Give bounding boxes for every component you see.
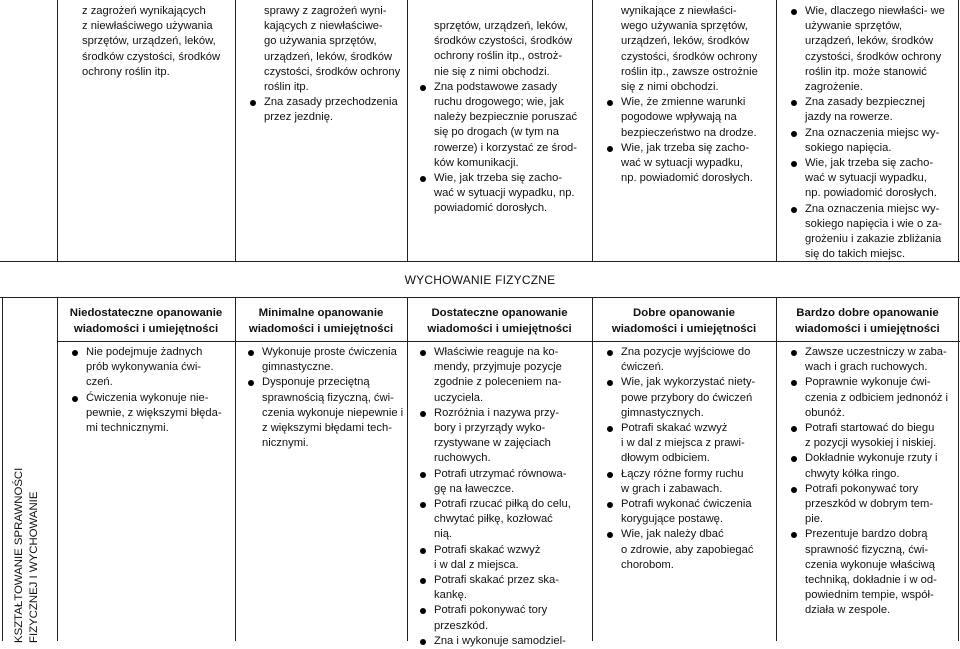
bullet-continuation: grożeniu i zakazie zbliżania	[805, 233, 942, 246]
bullet-continuation: pewnie, z większymi błęda-	[86, 406, 222, 419]
bullet-item: Zna i wykonuje samodziel-	[418, 634, 591, 649]
divider	[2, 297, 3, 641]
bullet-item: Zawsze uczestniczy w zaba-	[789, 345, 959, 360]
bullet-continuation: rowerze) i korzystać ze środ-	[434, 141, 577, 154]
bullet-continuation: wego używania sprzętów,	[621, 20, 748, 33]
bullet-continuation: się do takich miejsc.	[805, 248, 906, 261]
bullet-continuation: ruchowych.	[434, 452, 491, 465]
bullet-continuation: czystości, środków ochrony	[805, 50, 942, 63]
bullet-item: Potrafi startować do biegu	[789, 421, 959, 436]
bullet-continuation: bory i przyrządy wyko-	[434, 422, 546, 435]
bullet-continuation: urządzeń, leków, środków	[621, 35, 750, 48]
header-line: wiadomości i umiejętności	[427, 323, 572, 335]
bullet-item: Wie, jak trzeba się zacho-	[605, 141, 775, 156]
pe-cell-4	[605, 345, 775, 573]
row-label-line: FIZYCZNEJ I WYCHOWANIE	[28, 491, 40, 643]
bullet-continuation: ków komunikacji.	[434, 156, 519, 169]
bullet-continuation: chwytać piłkę, kozłować	[434, 513, 553, 526]
bullet-continuation: się po drogach (w tym na	[434, 126, 559, 139]
top-cell-5	[789, 4, 959, 262]
bullet-continuation: np. powiadomić dorosłych.	[805, 187, 937, 200]
divider	[57, 341, 960, 342]
bullet-continuation: gę na ławeczce.	[434, 482, 515, 495]
bullet-continuation: i w dal z miejsca z prawi-	[621, 437, 745, 450]
bullet-continuation: z pozycji wysokiej i niskiej.	[805, 437, 937, 450]
text-line: sprzętów, urządzeń, leków,	[82, 35, 216, 48]
bullet-continuation: obunóż.	[805, 406, 845, 419]
bullet-continuation: sprawy z zagrożeń wyni-	[264, 5, 387, 17]
bullet-continuation: zgodnie z poleceniem na-	[434, 376, 562, 389]
top-cell-2	[248, 4, 406, 126]
divider	[0, 297, 960, 298]
bullet-continuation: nie się z nimi obchodzi.	[434, 65, 550, 78]
divider	[592, 0, 593, 262]
pe-cell-1	[70, 345, 234, 436]
row-label	[10, 343, 48, 643]
bullet-continuation: wać w sytuacji wypadku,	[805, 172, 927, 185]
bullet-continuation: uczyciela.	[434, 391, 484, 404]
bullet-continuation: o zdrowie, aby zapobiegać	[621, 543, 754, 556]
bullet-item: Zna zasady bezpiecznej	[789, 95, 959, 110]
text-line: z zagrożeń wynikających	[82, 5, 206, 17]
bullet-continuation: się z nimi obchodzi.	[621, 81, 719, 94]
bullet-continuation: czeń.	[86, 376, 113, 389]
section-title: WYCHOWANIE FIZYCZNE	[404, 273, 556, 287]
pe-cell-2	[246, 345, 406, 451]
bullet-continuation: chorobom.	[621, 558, 674, 571]
bullet-item: Wie, jak trzeba się zacho-	[418, 171, 590, 186]
divider	[57, 0, 58, 262]
bullet-continuation: wach i grach ruchowych.	[805, 361, 928, 374]
bullet-item: Zna pozycje wyjściowe do	[605, 345, 775, 360]
bullet-continuation: i w dal z miejsca.	[434, 558, 519, 571]
divider	[57, 297, 58, 641]
bullet-item: Potrafi wykonać ćwiczenia	[605, 497, 775, 512]
header-line: Minimalne opanowanie	[258, 307, 384, 319]
bullet-continuation: powe przybory do ćwiczeń	[621, 391, 753, 404]
bullet-continuation: wynikające z niewłaści-	[621, 5, 737, 17]
bullet-continuation: w grach i zabawach.	[621, 482, 723, 495]
header-line: Dostateczne opanowanie	[431, 307, 568, 319]
header-line: Dobre opanowanie	[633, 307, 735, 319]
divider	[776, 0, 777, 262]
header-bardzo-dobre	[777, 305, 958, 337]
bullet-continuation: gimnastyczne.	[262, 361, 334, 374]
bullet-continuation: powiadomić dorosłych.	[434, 202, 548, 215]
bullet-continuation: roślin itp. może stanowić	[805, 65, 927, 78]
bullet-continuation: roślin itp.	[264, 81, 309, 94]
header-line: wiadomości i umiejętności	[248, 323, 394, 335]
bullet-continuation: sprawnością fizyczną, ćwi-	[262, 391, 394, 404]
top-cell-1	[82, 4, 232, 80]
bullet-continuation: techniką, dokładnie i w od-	[805, 574, 937, 587]
bullet-continuation: czystości, środków ochrony	[621, 50, 758, 63]
bullet-continuation: go używania sprzętów,	[264, 35, 377, 48]
divider	[235, 0, 236, 262]
header-line: wiadomości i umiejętności	[795, 323, 940, 335]
bullet-continuation: urządzeń, leków, środków	[805, 35, 934, 48]
divider	[235, 297, 236, 641]
bullet-continuation: przez jezdnię.	[264, 111, 334, 124]
divider	[776, 297, 777, 641]
bullet-continuation: mendy, przyjmuje pozycje	[434, 361, 562, 374]
bullet-continuation: prób wykonywania ćwi-	[86, 361, 202, 374]
bullet-continuation: środków czystości, środków	[434, 35, 573, 48]
bullet-item: Zna podstawowe zasady	[418, 80, 590, 95]
bullet-continuation: korygujące postawę.	[621, 513, 723, 526]
bullet-continuation: przeszkód.	[434, 619, 489, 632]
bullet-continuation: gimnastycznych.	[621, 406, 704, 419]
bullet-item: Prezentuje bardzo dobrą	[789, 527, 959, 542]
bullet-item: Dysponuje przeciętną	[246, 375, 406, 390]
bullet-item: Wie, jak trzeba się zacho-	[789, 156, 959, 171]
bullet-continuation: roślin itp., zawsze ostrożnie	[621, 65, 758, 78]
bullet-continuation: bezpieczeństwo na drodze.	[621, 126, 757, 139]
divider	[407, 0, 408, 262]
bullet-continuation: działa w zespole.	[805, 604, 891, 617]
bullet-item: Potrafi pokonywać tory	[789, 482, 959, 497]
bullet-continuation: czenia wykonuje właściwą	[805, 558, 935, 571]
header-line: Bardzo dobre opanowanie	[796, 307, 939, 319]
bullet-continuation: urządzeń, leków, środków	[264, 50, 393, 63]
bullet-item: Dokładnie wykonuje rzuty i	[789, 451, 959, 466]
text-line: ochrony roślin itp.	[82, 65, 170, 78]
bullet-continuation: nicznymi.	[262, 437, 309, 450]
bullet-continuation: dłowym odbiciem.	[621, 452, 710, 465]
bullet-continuation: ochrony roślin itp., ostroż-	[434, 50, 563, 63]
bullet-item: Potrafi utrzymać równowa-	[418, 467, 591, 482]
bullet-continuation: sprawność fizyczną, ćwi-	[805, 543, 929, 556]
bullet-item: Wykonuje proste ćwiczenia	[246, 345, 406, 360]
bullet-continuation: sokiego napięcia.	[805, 141, 892, 154]
bullet-item: Rozróżnia i nazywa przy-	[418, 406, 591, 421]
bullet-item: Potrafi rzucać piłką do celu,	[418, 497, 591, 512]
bullet-continuation: powiednim tempie, współ-	[805, 589, 934, 602]
bullet-item: Wie, jak należy dbać	[605, 527, 775, 542]
bullet-continuation: pogodowe wpływają na	[621, 111, 737, 124]
bullet-continuation: kających z niewłaściwe-	[264, 20, 383, 33]
bullet-item: Wie, jak wykorzystać niety-	[605, 375, 775, 390]
bullet-item: Zna oznaczenia miejsc wy-	[789, 202, 959, 217]
header-dostateczne	[408, 305, 591, 337]
bullet-item: Właściwie reaguje na ko-	[418, 345, 591, 360]
header-line: wiadomości i umiejętności	[73, 323, 219, 335]
bullet-continuation: z większymi błędami tech-	[262, 422, 392, 435]
bullet-continuation: nią.	[434, 528, 453, 541]
bullet-continuation: jazdy na rowerze.	[805, 111, 893, 124]
bullet-item: Zna oznaczenia miejsc wy-	[789, 126, 959, 141]
header-dobre	[593, 305, 775, 337]
bullet-continuation: sprzętów, urządzeń, leków,	[434, 20, 568, 32]
pe-cell-3	[418, 345, 591, 647]
bullet-item: Poprawnie wykonuje ćwi-	[789, 375, 959, 390]
bullet-item: Nie podejmuje żadnych	[70, 345, 234, 360]
bullet-item: Wie, że zmienne warunki	[605, 95, 775, 110]
row-label-line: KSZTAŁTOWANIE SPRAWNOŚCI	[13, 467, 25, 643]
text-line: z niewłaściwego używania	[82, 20, 213, 33]
bullet-continuation: kankę.	[434, 589, 467, 602]
bullet-continuation: używanie sprzętów,	[805, 20, 903, 33]
bullet-continuation: czenia wykonuje niepewnie i	[262, 406, 404, 419]
bullet-continuation: chwyty kółka ringo.	[805, 467, 900, 480]
bullet-continuation: czenia z odbiciem jednonóż i	[805, 391, 949, 404]
bullet-continuation: wać w sytuacji wypadku, np.	[434, 187, 575, 200]
bullet-continuation: czystości, środków ochrony	[264, 65, 401, 78]
header-line: Niedostateczne opanowanie	[69, 307, 223, 319]
divider	[407, 297, 408, 641]
top-cell-4	[605, 4, 775, 186]
bullet-continuation: mi technicznymi.	[86, 422, 169, 435]
bullet-continuation: ruchu drogowego; wie, jak	[434, 96, 564, 109]
bullet-item: Ćwiczenia wykonuje nie-	[70, 391, 234, 406]
bullet-item: Potrafi pokonywać tory	[418, 603, 591, 618]
pe-cell-5	[789, 345, 959, 619]
bullet-item: Potrafi skakać wzwyż	[605, 421, 775, 436]
header-minimalne	[236, 305, 406, 337]
bullet-continuation: zagrożenie.	[805, 81, 863, 94]
divider	[592, 297, 593, 641]
bullet-item: Potrafi skakać przez ska-	[418, 573, 591, 588]
bullet-continuation: ćwiczeń.	[621, 361, 664, 374]
header-niedostateczne	[58, 305, 234, 337]
bullet-continuation: sokiego napięcia i wie o za-	[805, 217, 942, 230]
bullet-continuation: rzystywane w zajęciach	[434, 437, 551, 450]
text-line: środków czystości, środków	[82, 50, 221, 63]
bullet-item: Wie, dlaczego niewłaści- we	[789, 4, 959, 19]
bullet-continuation: wać w sytuacji wypadku,	[621, 157, 743, 170]
row-label-text	[12, 343, 42, 643]
bullet-continuation: należy bezpiecznie poruszać	[434, 111, 578, 124]
bullet-item: Łączy różne formy ruchu	[605, 467, 775, 482]
bullet-continuation: pie.	[805, 513, 824, 526]
header-line: wiadomości i umiejętności	[611, 323, 757, 335]
bullet-continuation: np. powiadomić dorosłych.	[621, 172, 753, 185]
bullet-item: Zna zasady przechodzenia	[248, 95, 406, 110]
top-cell-3	[418, 19, 590, 217]
bullet-continuation: przeszkód w dobrym tem-	[805, 498, 934, 511]
bullet-item: Potrafi skakać wzwyż	[418, 543, 591, 558]
